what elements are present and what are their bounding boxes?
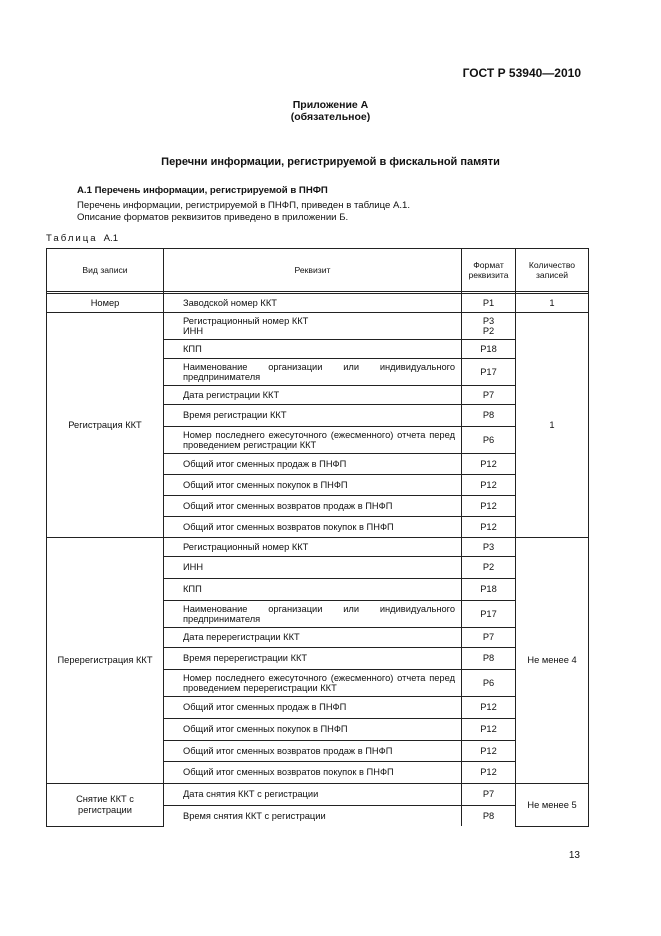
format-cell: Р12 <box>462 475 516 496</box>
section-heading: А.1 Перечень информации, регистрируемой в ПНФП <box>77 185 328 196</box>
column-header-requisite: Реквизит <box>164 249 462 292</box>
requisite-cell: ИНН <box>164 557 462 579</box>
paragraph-1: Перечень информации, регистрируемой в ПНФП, приведен в таблице А.1. <box>77 200 411 211</box>
column-header-record-type: Вид записи <box>47 249 164 292</box>
appendix-status: (обязательное) <box>290 111 371 123</box>
document-code: ГОСТ Р 53940—2010 <box>462 66 581 80</box>
requisite-cell: Общий итог сменных продаж в ПНФП <box>164 454 462 475</box>
format-cell: Р12 <box>462 697 516 719</box>
table-row <box>47 294 589 313</box>
paragraph-2: Описание форматов реквизитов приведено в приложении Б. <box>77 212 349 223</box>
format-cell: Р12 <box>462 741 516 762</box>
format-cell: Р17 <box>462 359 516 386</box>
table-row <box>47 784 589 806</box>
format-cell: Р12 <box>462 496 516 517</box>
record-count-cell: 1 <box>516 313 589 538</box>
requisite-cell: Время снятия ККТ с регистрации <box>164 806 462 827</box>
table-label-number: А.1 <box>103 233 119 244</box>
column-header-count: Количество записей <box>516 249 589 292</box>
format-cell: Р12 <box>462 719 516 741</box>
format-cell: Р12 <box>462 454 516 475</box>
record-type-cell: Перерегистрация ККТ <box>47 538 164 784</box>
requisite-cell: Наименование организации или индивидуального предпринимателя <box>164 359 462 386</box>
requisite-cell: Общий итог сменных продаж в ПНФП <box>164 697 462 719</box>
requisite-cell: Номер последнего ежесуточного (ежесменного) отчета перед проведением перерегистрации ККТ <box>164 670 462 697</box>
format-cell: Р2 <box>462 557 516 579</box>
format-cell: Р12 <box>462 762 516 784</box>
requisite-cell: Номер последнего ежесуточного (ежесменного) отчета перед проведением регистрации ККТ <box>164 427 462 454</box>
table-row <box>47 313 589 340</box>
appendix-title: Приложение А <box>292 99 369 111</box>
appendix-heading <box>0 99 661 123</box>
requisite-cell: Заводской номер ККТ <box>164 294 462 313</box>
requisite-cell: Регистрационный номер ККТ ИНН <box>164 313 462 340</box>
record-count-cell: Не менее 4 <box>516 538 589 784</box>
requisite-cell: Время регистрации ККТ <box>164 405 462 427</box>
format-cell: Р6 <box>462 427 516 454</box>
format-cell: Р17 <box>462 601 516 628</box>
format-cell: Р1 <box>462 294 516 313</box>
records-table <box>46 248 589 827</box>
requisite-cell: Время перерегистрации ККТ <box>164 648 462 670</box>
format-cell: Р18 <box>462 579 516 601</box>
requisite-cell: Дата снятия ККТ с регистрации <box>164 784 462 806</box>
table-label <box>46 233 118 244</box>
requisite-cell: Дата регистрации ККТ <box>164 386 462 405</box>
format-cell: Р7 <box>462 784 516 806</box>
requisite-cell: Общий итог сменных возвратов продаж в ПНФП <box>164 741 462 762</box>
requisite-cell: КПП <box>164 579 462 601</box>
record-type-cell: Номер <box>47 294 164 313</box>
table-label-word: Таблица <box>46 233 98 244</box>
format-cell: Р6 <box>462 670 516 697</box>
table-row <box>47 538 589 557</box>
requisite-cell: Дата перерегистрации ККТ <box>164 628 462 648</box>
requisite-cell: КПП <box>164 340 462 359</box>
format-cell: Р8 <box>462 648 516 670</box>
record-type-cell: Снятие ККТ с регистрации <box>47 784 164 827</box>
table-header-row <box>47 249 589 292</box>
requisite-cell: Общий итог сменных возвратов покупок в ПНФП <box>164 762 462 784</box>
format-cell: Р3 Р2 <box>462 313 516 340</box>
requisite-cell: Общий итог сменных возвратов продаж в ПНФП <box>164 496 462 517</box>
format-cell: Р18 <box>462 340 516 359</box>
requisite-cell: Общий итог сменных возвратов покупок в ПНФП <box>164 517 462 538</box>
record-type-cell: Регистрация ККТ <box>47 313 164 538</box>
page-number: 13 <box>568 850 580 861</box>
format-cell: Р12 <box>462 517 516 538</box>
record-count-cell: 1 <box>516 294 589 313</box>
format-cell: Р7 <box>462 386 516 405</box>
requisite-cell: Общий итог сменных покупок в ПНФП <box>164 475 462 496</box>
requisite-cell: Общий итог сменных покупок в ПНФП <box>164 719 462 741</box>
format-cell: Р8 <box>462 806 516 827</box>
requisite-cell: Регистрационный номер ККТ <box>164 538 462 557</box>
format-cell: Р8 <box>462 405 516 427</box>
column-header-format: Формат реквизита <box>462 249 516 292</box>
main-title: Перечни информации, регистрируемой в фискальной памяти <box>161 156 500 168</box>
format-cell: Р7 <box>462 628 516 648</box>
record-count-cell: Не менее 5 <box>516 784 589 827</box>
format-cell: Р3 <box>462 538 516 557</box>
requisite-cell: Наименование организации или индивидуального предпринимателя <box>164 601 462 628</box>
